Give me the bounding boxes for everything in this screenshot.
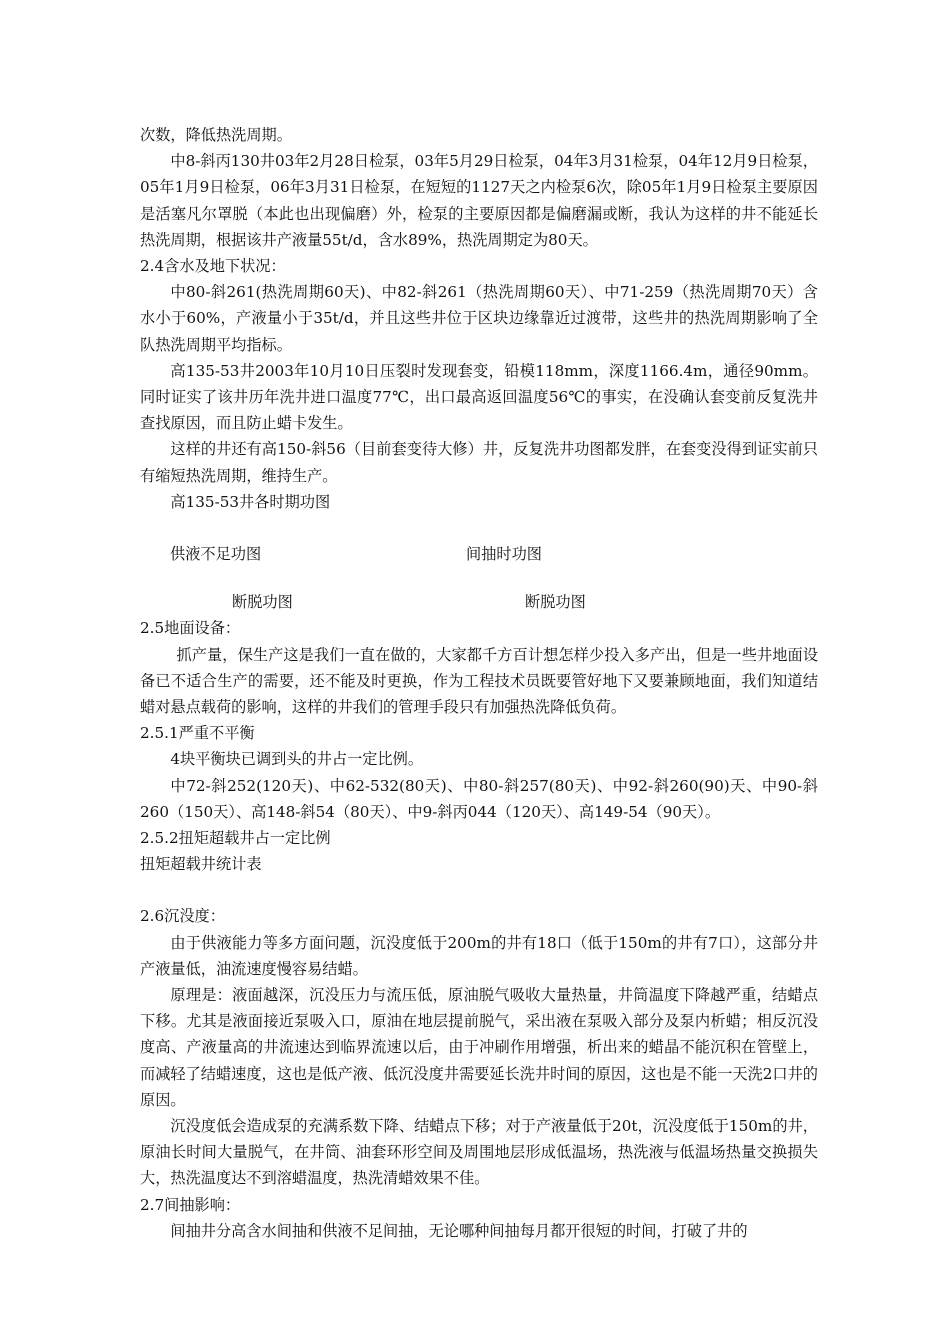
paragraph-2-5-1-b: 中72-斜252(120天)、中62-532(80天)、中80-斜257(80天)、中92-斜260(90)天、中90-斜260（150天）、高148-斜54（80天）、中9-斜丙044（120天）、高149-54（90天）。: [140, 776, 818, 821]
figure-label-break-1: 断脱功图: [232, 593, 293, 612]
paragraph-2-5: 抓产量，保生产这是我们一直在做的，大家都千方百计想怎样少投入多产出，但是一些井地面设备已不适合生产的需要，还不能及时更换，作为工程技术员既要管好地下又要兼顾地面，我们知道结蜡对悬点载荷的影响，这样的井我们的管理手段只有加强热洗降低负荷。: [140, 645, 818, 717]
section-heading-2-6: 2.6沉没度：: [140, 907, 225, 926]
paragraph-2-4-3: 这样的井还有高150-斜56（目前套变待大修）井，反复洗井功图都发胖，在套变没得到证实前只有缩短热洗周期，维持生产。: [140, 440, 818, 485]
figure-label-row-2: [140, 589, 818, 615]
figure-label-break-2: 断脱功图: [525, 593, 586, 612]
section-heading-2-7: 2.7间抽影响：: [140, 1195, 241, 1214]
document-body: [140, 122, 818, 1244]
paragraph-2-6-2: 原理是：液面越深，沉没压力与流压低，原油脱气吸收大量热量，井筒温度下降越严重，结蜡点下移。尤其是液面接近泵吸入口，原油在地层提前脱气，采出液在泵吸入部分及泵内析蜡；相反沉没度高、产液量高的井流速达到临界流速以后，由于冲刷作用增强，析出来的蜡晶不能沉积在管壁上，而减轻了结蜡速度，这也是低产液、低沉没度井需要延长洗井时间的原因，这也是不能一天洗2口井的原因。: [140, 986, 818, 1109]
figure-caption: 高135-53井各时期功图: [170, 492, 331, 511]
figure-spacer: [140, 515, 818, 541]
table-caption: 扭矩超载井统计表: [140, 855, 262, 874]
section-heading-2-5: 2.5地面设备：: [140, 619, 241, 638]
figure-label-intermittent: 间抽时功图: [466, 545, 542, 564]
subsection-heading-2-5-2: 2.5.2扭矩超载井占一定比例: [140, 829, 331, 848]
figure-label-row-1: [140, 541, 818, 567]
paragraph-2-4-1: 中80-斜261(热洗周期60天)、中82-斜261（热洗周期60天）、中71-259（热洗周期70天）含水小于60%，产液量小于35t/d，并且这些井位于区块边缘靠近过渡带，这些井的热洗周期影响了全队热洗周期平均指标。: [140, 283, 818, 354]
paragraph-2-4-2: 高135-53井2003年10月10日压裂时发现套变，铅模118mm，深度1166.4m，通径90mm。同时证实了该井历年洗井进口温度77℃，出口最高返回温度56℃的事实，在没确认套变前反复洗井查找原因，而且防止蜡卡发生。: [140, 361, 818, 433]
section-heading-2-4: 2.4含水及地下状况：: [140, 257, 286, 276]
paragraph-2-6-3: 沉没度低会造成泵的充满系数下降、结蜡点下移；对于产液量低于20t，沉没度低于150m的井，原油长时间大量脱气，在井筒、油套环形空间及周围地层形成低温场，热洗液与低温场热量交换损失大，热洗温度达不到溶蜡温度，热洗清蜡效果不佳。: [140, 1117, 818, 1188]
paragraph-2-7: 间抽井分高含水间抽和供液不足间抽，无论哪种间抽每月都开很短的时间，打破了井的: [170, 1221, 748, 1240]
subsection-heading-2-5-1: 2.5.1严重不平衡: [140, 724, 255, 743]
paragraph-continuation: 次数，降低热洗周期。: [140, 126, 292, 144]
figure-spacer: [140, 567, 818, 589]
figure-label-supply-shortage: 供液不足功图: [170, 545, 262, 564]
table-spacer: [140, 877, 818, 903]
paragraph-2-6-1: 由于供液能力等多方面问题，沉没度低于200m的井有18口（低于150m的井有7口），这部分井产液量低，油流速度慢容易结蜡。: [140, 933, 818, 978]
paragraph-zhong8-well: 中8-斜丙130井03年2月28日检泵，03年5月29日检泵，04年3月31检泵，04年12月9日检泵，05年1月9日检泵，06年3月31日检泵，在短短的1127天之内检泵6次，除05年1月9日检泵主要原因是活塞凡尔罩脱（本此也出现偏磨）外，检泵的主要原因都是偏磨漏或断，我认为这样的井不能延长热洗周期，根据该井产液量55t/d，含水89%，热洗周期定为80天。: [140, 152, 818, 249]
paragraph-2-5-1-a: 4块平衡块已调到头的井占一定比例。: [170, 750, 424, 769]
